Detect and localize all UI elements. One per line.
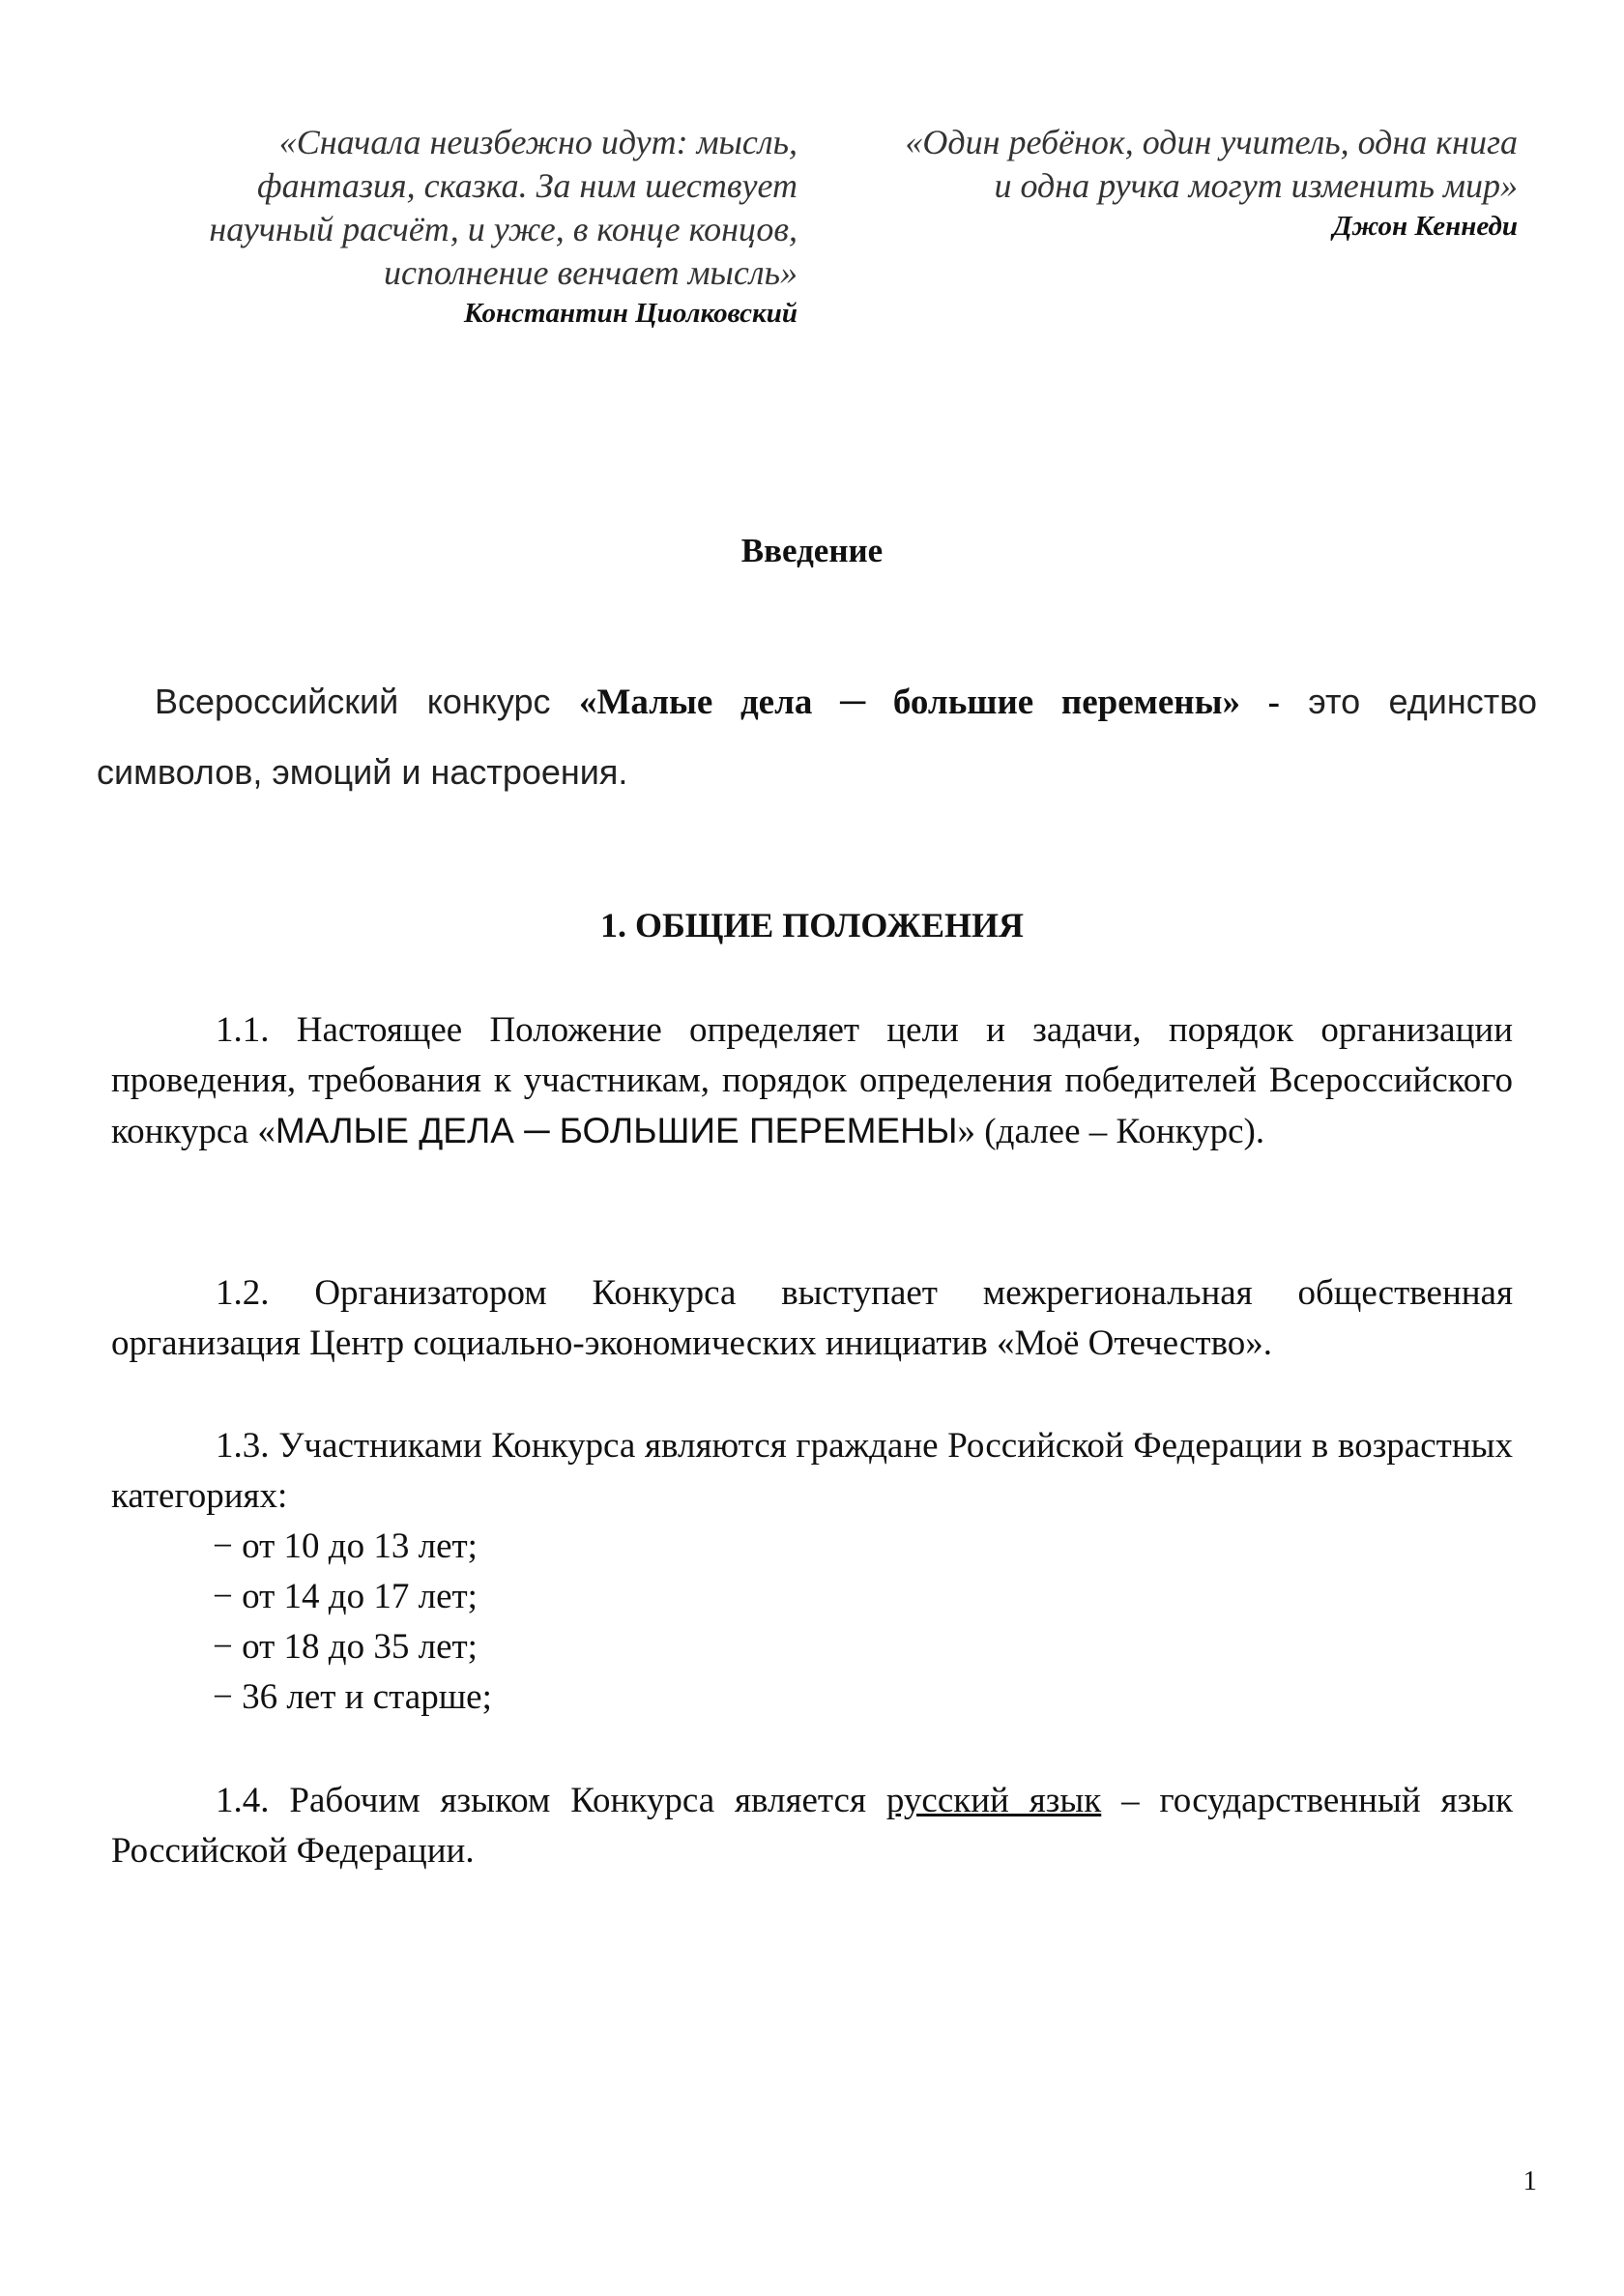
contest-name-caps: МАЛЫЕ ДЕЛА ─ БОЛЬШИЕ ПЕРЕМЕНЫ xyxy=(275,1111,958,1150)
intro-heading: Введение xyxy=(740,532,884,569)
epigraph-author: Джон Кеннеди xyxy=(1332,211,1518,242)
clause-1-1-end: » (далее – Конкурс). xyxy=(957,1112,1265,1151)
list-item: − от 18 до 35 лет; xyxy=(213,1627,478,1667)
clause-1-1 xyxy=(111,1005,1513,1157)
clause-1-4 xyxy=(111,1776,1513,1876)
intro-text-end: это единство символов, эмоций и настроения. xyxy=(97,682,1537,792)
clause-1-4-end: – государственный язык Российской Федерации. xyxy=(111,1781,1513,1871)
epigraph-line: «Один ребёнок, один учитель, одна книга xyxy=(905,123,1518,161)
clause-1-4-text: 1.4. Рабочим языком Конкурса является xyxy=(216,1781,886,1820)
age-category-list xyxy=(213,1522,492,1723)
intro-text-start: Всероссийский конкурс xyxy=(155,682,579,721)
clause-1-3: 1.3. Участниками Конкурса являются граждане Российской Федерации в возрастных категориях: xyxy=(111,1426,1513,1516)
epigraph-kennedy xyxy=(822,121,1518,245)
list-item: − от 10 до 13 лет; xyxy=(213,1526,478,1566)
intro-paragraph xyxy=(97,667,1537,807)
epigraph-line: фантазия, сказка. За ним шествует xyxy=(257,166,798,205)
section-heading: 1. ОБЩИЕ ПОЛОЖЕНИЯ xyxy=(599,906,1025,945)
clause-1-2: 1.2. Организатором Конкурса выступает межрегиональная общественная организация Центр социально-экономических инициатив «Моё Отечество». xyxy=(111,1273,1513,1363)
epigraph-line: «Сначала неизбежно идут: мысль, xyxy=(278,123,798,161)
epigraph-line: научный расчёт, и уже, в конце концов, xyxy=(209,210,798,248)
epigraph-line: исполнение венчает мысль» xyxy=(383,253,798,292)
page-number: 1 xyxy=(1522,2165,1537,2196)
contest-name: «Малые дела ─ большие перемены» - xyxy=(578,683,1280,722)
epigraph-line: и одна ручка могут изменить мир» xyxy=(994,166,1518,205)
clause-1-1-text: 1.1. Настоящее Положение определяет цели и задачи, порядок организации проведения, требования к участникам, порядок определения победителей Всероссийского конкурса « xyxy=(111,1010,1513,1151)
epigraph-tsiolkovsky xyxy=(106,121,798,332)
russian-language-link[interactable]: русский язык xyxy=(885,1781,1102,1820)
list-item: − 36 лет и старше; xyxy=(213,1677,492,1717)
list-item: − от 14 до 17 лет; xyxy=(213,1577,478,1616)
epigraph-author: Константин Циолковский xyxy=(463,298,798,329)
